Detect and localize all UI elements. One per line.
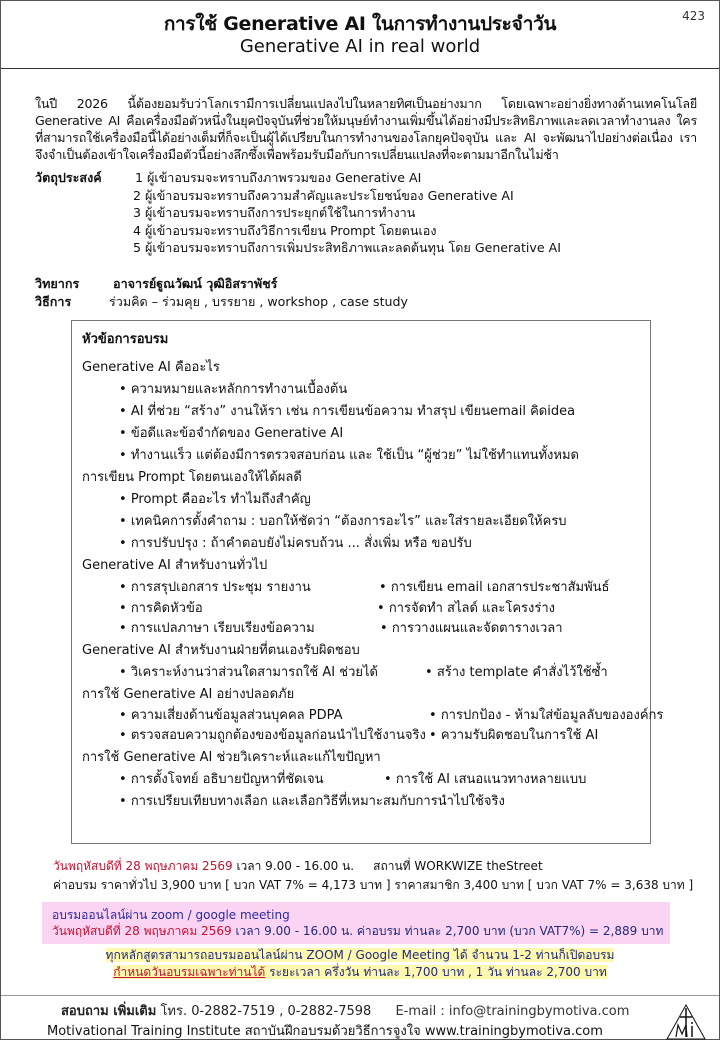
- list-item: • การคิดหัวข้อ • การจัดทำ สไลด์ และโครงร่าง: [82, 599, 650, 618]
- online-date: วันพฤหัสบดีที่ 28 พฤษภาคม 2569: [52, 924, 232, 938]
- page-title-thai: การใช้ Generative AI ในการทำงานประจำวัน: [163, 13, 557, 35]
- topic-section-title: การเขียน Prompt โดยตนเองให้ได้ผลดี: [82, 470, 302, 485]
- page-footer: [1, 995, 719, 1039]
- intro-paragraph: ในปี 2026 นี้ต้องยอมรับว่าโลกเรามีการเปลี่ยนแปลงไปในหลายทิศเป็นอย่างมาก โดยเฉพาะอย่างยิ่งทางด้านเทคโนโลยี Generative AI คือเครื่องมือตัวหนึ่งในยุคปัจจุบันที่ช่วยให้มนุษย์ทำงานเพิ่มขึ้นได้อย่างมีประสิทธิภาพและลดเวลาทำงานลง ใครที่สามารถใช้เครื่องมือนี้ได้อย่างเต็มที่ก็จะเป็นผู้ได้เปรียบในการทำงานของโลกยุคปัจจุบัน และ AI จะพัฒนาไปอย่างต่อเนื่อง เราจึงจำเป็นต้องเข้าใจเครื่องมือตัวนี้อย่างลึกซึ้งเพื่อพร้อมรับมือกับการเปลี่ยนแปลงที่จะตามมาอีกในไม่ช้า: [35, 96, 697, 162]
- schedule-line: [53, 857, 693, 876]
- list-item: • การสรุปเอกสาร ประชุม รายงาน • การเขียน email เอกสารประชาสัมพันธ์: [82, 577, 650, 599]
- mti-logo-icon: [665, 1004, 707, 1040]
- list-item: • การแปลภาษา เรียบเรียงข้อความ • การวางแผนและจัดตารางเวลา: [82, 618, 650, 640]
- topic-section-title: Generative AI สำหรับงานทั่วไป: [82, 558, 268, 573]
- online-title: อบรมออนไลน์ผ่าน zoom / google meeting: [52, 908, 290, 922]
- topics-box: [71, 320, 664, 844]
- topic-section-title: การใช้ Generative AI ช่วยวิเคราะห์และแก้ไขปัญหา: [82, 750, 381, 765]
- topic-section-title: การใช้ Generative AI อย่างปลอดภัย: [82, 687, 295, 702]
- online-fee: ค่าอบรม ท่านละ 2,700 บาท (บวก VAT7%) = 2,889 บาท: [356, 924, 664, 938]
- list-item: • ข้อดีและข้อจำกัดของ Generative AI: [82, 423, 650, 445]
- event-date: วันพฤหัสบดีที่ 28 พฤษภาคม 2569: [53, 859, 233, 873]
- list-item: • ตรวจสอบความถูกต้องของข้อมูลก่อนนำไปใช้งานจริง • ความรับผิดชอบในการใช้ AI: [82, 725, 650, 747]
- page-title-english: Generative AI in real world: [239, 36, 481, 57]
- list-item: • ความหมายและหลักการทำงานเบื้องต้น: [82, 379, 650, 401]
- contact-line: [61, 1000, 629, 1021]
- promo-line-1: ทุกหลักสูตรสามารถอบรมออนไลน์ผ่าน ZOOM / Google Meeting ได้ จำนวน 1-2 ท่านก็เปิดอบรม: [105, 948, 615, 962]
- onsite-schedule: [53, 857, 693, 895]
- topics-title: หัวข้อการอบรม: [82, 332, 169, 347]
- online-time: เวลา 9.00 - 16.00 น.: [235, 924, 354, 938]
- list-item: • วิเคราะห์งานว่าส่วนใดสามารถใช้ AI ช่วยได้ • สร้าง template คำสั่งไว้ใช้ซ้ำ: [82, 662, 650, 684]
- topic-section-title: Generative AI คืออะไร: [82, 360, 220, 375]
- list-item: • ทำงานแร็ว แต่ต้องมีการตรวจสอบก่อน และ ใช้เป็น “ผู้ช่วย” ไม่ใช้ทำแทนทั้งหมด: [82, 445, 650, 467]
- contact-email[interactable]: E-mail : info@trainingbymotiva.com: [395, 1004, 630, 1019]
- objectives-label: วัตถุประสงค์: [35, 170, 102, 185]
- list-item: • การเปรียบเทียบทางเลือก และเลือกวิธีที่เหมาะสมกับการนำไปใช้จริง: [82, 791, 650, 813]
- list-item: • Prompt คืออะไร ทำไมถึงสำคัญ: [82, 489, 650, 511]
- objective-item: 2 ผู้เข้าอบรมจะทราบถึงความสำคัญและประโยชน์ของ Generative AI: [133, 187, 514, 203]
- page-number: 423: [682, 9, 705, 23]
- list-item: • การตั้งโจทย์ อธิบายปัญหาที่ชัดเจน • การใช้ AI เสนอแนวทางหลายแบบ: [82, 769, 650, 791]
- fee-line: ค่าอบรม ราคาทั่วไป 3,900 บาท [ บวก VAT 7% = 4,173 บาท ] ราคาสมาชิก 3,400 บาท [ บวก VAT 7% = 3,638 บาท ]: [53, 878, 694, 892]
- speaker-label: วิทยากร: [35, 276, 80, 291]
- list-item: • การปรับปรุง : ถ้าคำตอบยังไม่ครบถ้วน ... สั่งเพิ่ม หรือ ขอปรับ: [82, 533, 650, 555]
- event-venue: สถานที่ WORKWIZE theStreet: [373, 859, 543, 873]
- list-item: • AI ที่ช่วย “สร้าง” งานให้รา เช่น การเขียนข้อความ ทำสรุป เขียนemail คิดidea: [82, 401, 650, 423]
- speaker-name: อาจารย์ฐูณวัฒน์ วุฒิอิสราพัชร์: [113, 276, 278, 291]
- objective-item: 4 ผู้เข้าอบรมจะทราบถึงวิธีการเขียน Prompt โดยตนเอง: [133, 222, 437, 238]
- online-training-box: [42, 902, 670, 944]
- online-schedule-line: [52, 923, 670, 939]
- objective-item: 5 ผู้เข้าอบรมจะทราบถึงการเพิ่มประสิทธิภาพและลดต้นทุน โดย Generative AI: [133, 240, 561, 255]
- contact-label: สอบถาม เพิ่มเติม: [61, 1004, 157, 1019]
- promo-section: [1, 947, 719, 981]
- objectives-list: [133, 169, 693, 257]
- promo-line-2: กำหนดวันอบรมเฉพาะท่านได้ ระยะเวลา ครึ่งวัน ท่านละ 1,700 บาท , 1 วัน ท่านละ 2,700 บาท: [113, 965, 607, 979]
- topic-section-title: Generative AI สำหรับงานฝ่ายที่ตนเองรับผิดชอบ: [82, 643, 360, 658]
- method-label: วิธีการ: [35, 294, 72, 309]
- method-value: ร่วมคิด – ร่วมคุย , บรรยาย , workshop , case study: [109, 294, 408, 309]
- list-item: • เทคนิคการตั้งคำถาม : บอกให้ชัดว่า “ต้องการอะไร” และใส่รายละเอียดให้ครบ: [82, 511, 650, 533]
- objective-item: 3 ผู้เข้าอบรมจะทราบถึงการประยุกต์ใช้ในการทำงาน: [133, 205, 416, 220]
- objective-item: 1 ผู้เข้าอบรมจะทราบถึงภาพรวมของ Generative AI: [135, 170, 422, 185]
- institute-line: Motivational Training Institute สถาบันฝึกอบรมด้วยวิธีการจูงใจ www.trainingbymotiva.com: [47, 1024, 603, 1039]
- page-header: [1, 1, 719, 69]
- contact-phone: โทร. 0-2882-7519 , 0-2882-7598: [160, 1004, 372, 1019]
- list-item: • ความเสี่ยงด้านข้อมูลส่วนบุคคล PDPA • การปกป้อง - ห้ามใส่ข้อมูลลับขององค์กร: [82, 706, 650, 725]
- event-time: เวลา 9.00 - 16.00 น.: [236, 859, 355, 873]
